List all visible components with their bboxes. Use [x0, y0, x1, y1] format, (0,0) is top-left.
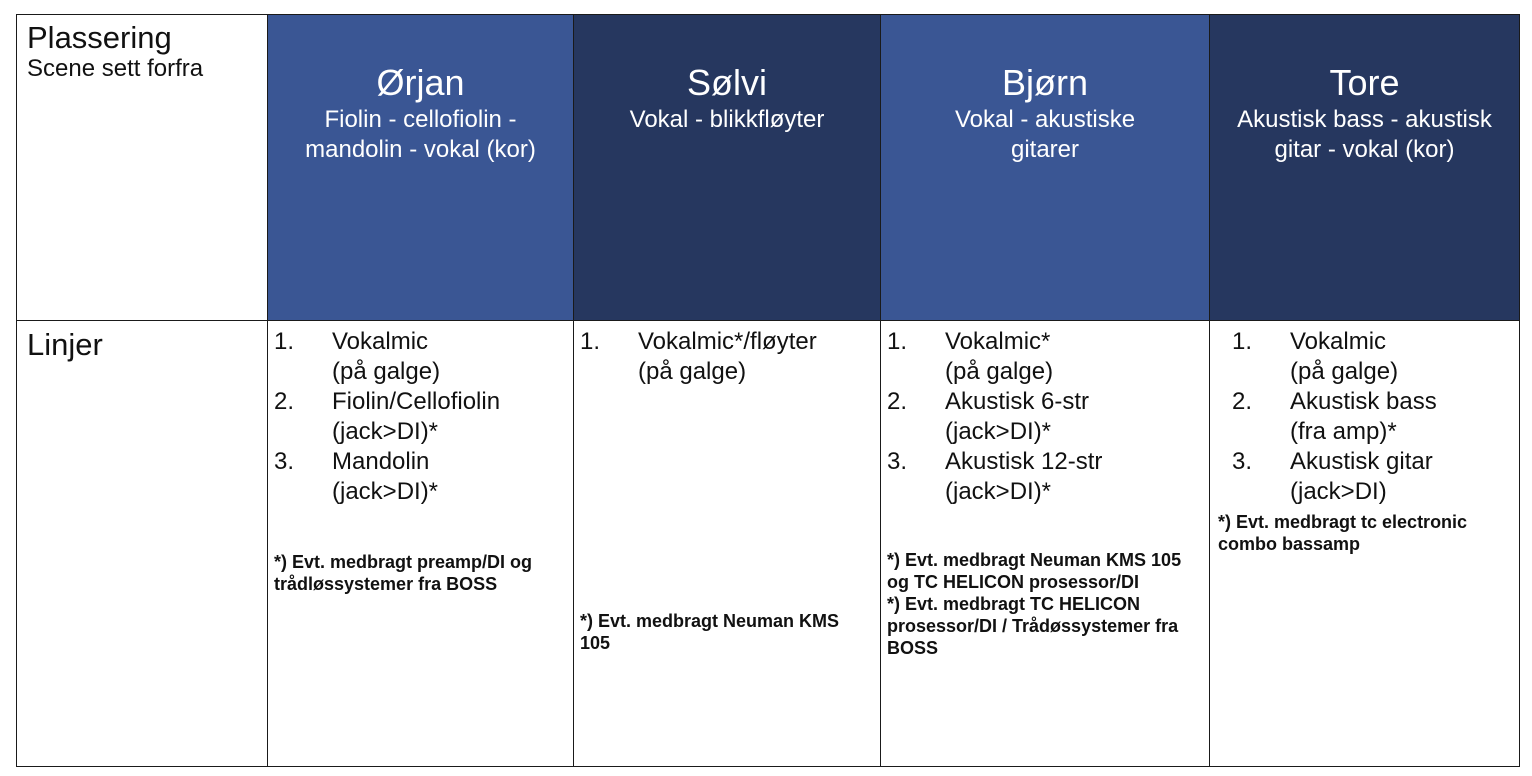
lines-cell-bjorn [881, 321, 1210, 767]
list-item: 1. Vokalmic*/fløyter (på galge) [580, 328, 817, 385]
musician-header-orjan [268, 15, 574, 321]
row-label-lines: Linjer [17, 321, 268, 767]
stage-plot-table [16, 14, 1520, 767]
line-list [274, 327, 567, 507]
list-item: 2. Akustisk 6-str (jack>DI)* [887, 388, 1090, 445]
list-item: 2. Fiolin/Cellofiolin (jack>DI)* [274, 388, 501, 445]
line-list [580, 327, 874, 387]
lines-row [17, 321, 1520, 767]
list-item: 1. Vokalmic* (på galge) [887, 328, 1054, 385]
footnote: *) Evt. medbragt Neuman KMS 105 og TC HELICON prosessor/DI [887, 550, 1182, 592]
list-item: 2. Akustisk bass (fra amp)* [1232, 388, 1437, 445]
musician-header-solvi [574, 15, 881, 321]
musician-name: Bjørn [1001, 62, 1088, 103]
lines-cell-solvi [574, 321, 881, 767]
musician-header-bjorn [881, 15, 1210, 321]
stage-plot-table-wrapper [16, 14, 1519, 766]
musician-name: Tore [1329, 62, 1400, 103]
list-item: 1. Vokalmic (på galge) [274, 328, 441, 385]
footnote: *) Evt. medbragt Neuman KMS 105 [580, 611, 840, 653]
musician-role: Fiolin - cellofiolin - mandolin - vokal (kor) [305, 106, 536, 163]
musician-name: Sølvi [687, 62, 767, 103]
footnote: *) Evt. medbragt TC HELICON prosessor/DI / Trådøssystemer fra BOSS [887, 594, 1179, 658]
corner-cell [17, 15, 268, 321]
lines-cell-orjan [268, 321, 574, 767]
header-row [17, 15, 1520, 321]
line-list [1232, 327, 1513, 507]
footnote: *) Evt. medbragt tc electronic combo bassamp [1218, 512, 1468, 554]
lines-cell-tore [1210, 321, 1520, 767]
list-item: 3. Akustisk 12-str (jack>DI)* [887, 448, 1103, 505]
list-item: 3. Akustisk gitar (jack>DI) [1232, 448, 1433, 505]
corner-subtitle: Scene sett forfra [27, 55, 204, 82]
list-item: 3. Mandolin (jack>DI)* [274, 448, 439, 505]
footnote: *) Evt. medbragt preamp/DI og trådløssystemer fra BOSS [274, 552, 533, 594]
musician-role: Vokal - blikkfløyter [629, 106, 825, 133]
musician-role: Akustisk bass - akustisk gitar - vokal (kor) [1237, 106, 1492, 163]
line-list [887, 327, 1203, 507]
corner-title: Plassering [27, 20, 172, 55]
list-item: 1. Vokalmic (på galge) [1232, 328, 1399, 385]
musician-name: Ørjan [376, 62, 465, 103]
musician-header-tore [1210, 15, 1520, 321]
musician-role: Vokal - akustiske gitarer [954, 106, 1136, 163]
